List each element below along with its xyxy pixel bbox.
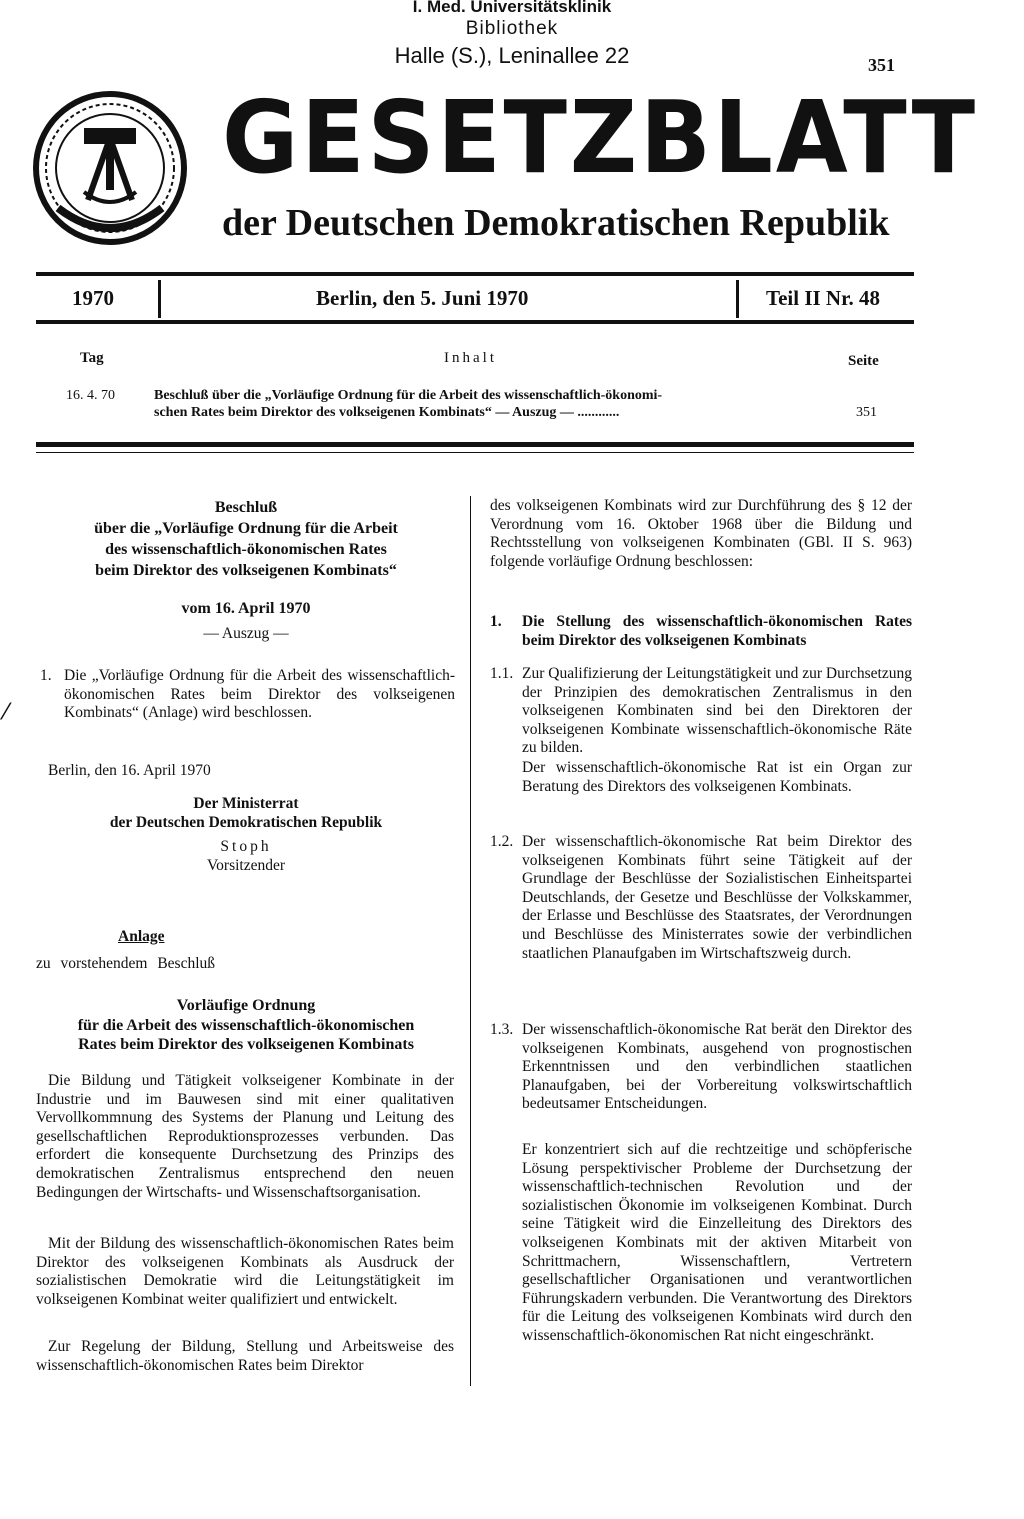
state-emblem-icon	[30, 88, 190, 248]
page-number: 351	[868, 55, 895, 75]
order-title: Vorläufige Ordnung für die Arbeit des wissenschaftlich-ökonomischen Rates beim Direktor des volkseigenen Kombinats	[77, 997, 415, 1053]
preamble-continuation: des volkseigenen Kombinats wird zur Durchführung des § 12 der Verordnung vom 16. Oktober 1968 über die Bildung und Rechtsstellung von volkseigenen Kombinaten (GBl. II S. 963) folgende vorläufige Ordnung beschlossen:	[490, 497, 912, 570]
toc-entry-date: 16. 4. 70	[66, 388, 115, 403]
column-separator	[470, 496, 471, 1386]
signer-title: Vorsitzender	[206, 857, 286, 874]
toc-col-page: Seite	[848, 353, 879, 369]
library-stamp-line1: I. Med. Universitätsklinik	[412, 0, 612, 13]
preamble-paragraph-1: Die Bildung und Tätigkeit volkseigener Kombinate in der Industrie und im Bauwesen sind mit einer qualitativen Vervollkommnung des Systems der Planung und Leitung des gesellschaftlichen Reproduktionsprozesses verbunden. Das erfordert die konsequente Durchsetzung des Prinzips des demokratischen Zentralismus entsprechend den neuen Bedingungen der Wirtschafts- und Wissenschaftsorganisation.	[36, 1072, 454, 1201]
toc-divider-thin	[36, 452, 914, 453]
toc-col-day: Tag	[80, 350, 104, 366]
toc-col-content: Inhalt	[444, 350, 497, 366]
masthead-title: GESETZBLATT	[222, 79, 978, 196]
decision-excerpt: — Auszug —	[203, 625, 289, 642]
library-stamp-line3: Halle (S.), Leninallee 22	[394, 43, 630, 68]
preamble-paragraph-2: Mit der Bildung des wissenschaftlich-ökonomischen Rates beim Direktor des volkseigenen Kombinats als Ausdruck der sozialistischen Demokratie wird die Leitungstätigkeit im volkseigenen Kombinat weiter qualifiziert und entwickelt.	[36, 1235, 454, 1308]
annex-title: Anlage	[118, 928, 165, 945]
decision-heading: Beschluß über die „Vorläufige Ordnung für die Arbeit des wissenschaftlich-ökonomischen Rates beim Direktor des volkseigenen Kombinats“	[94, 499, 398, 579]
decision-date: vom 16. April 1970	[181, 600, 311, 617]
masthead-subtitle: der Deutschen Demokratischen Republik	[222, 202, 890, 244]
issue-header-bar	[36, 272, 914, 324]
toc-entry-line2: schen Rates beim Direktor des volkseigenen Kombinats“ — Auszug — ............	[154, 405, 620, 420]
issue-year: 1970	[72, 286, 114, 310]
annex-subtitle: zu vorstehendem Beschluß	[36, 955, 216, 972]
signer-name: Stoph	[220, 838, 272, 855]
decision-place-date: Berlin, den 16. April 1970	[48, 762, 211, 779]
signer-org: Der Ministerrat der Deutschen Demokratischen Republik	[109, 795, 383, 831]
issue-part: Teil II Nr. 48	[766, 286, 880, 310]
toc-entry-page: 351	[856, 405, 877, 420]
toc-entry-line1: Beschluß über die „Vorläufige Ordnung für die Arbeit des wissenschaftlich-ökonomi-	[154, 388, 663, 403]
issue-date: Berlin, den 5. Juni 1970	[316, 286, 529, 310]
toc-divider-thick	[36, 442, 914, 447]
preamble-paragraph-3: Zur Regelung der Bildung, Stellung und Arbeitsweise des wissenschaftlich-ökonomischen Rates beim Direktor	[36, 1338, 454, 1374]
margin-mark: ⁄	[4, 700, 8, 725]
library-stamp-line2: Bibliothek	[465, 18, 559, 39]
